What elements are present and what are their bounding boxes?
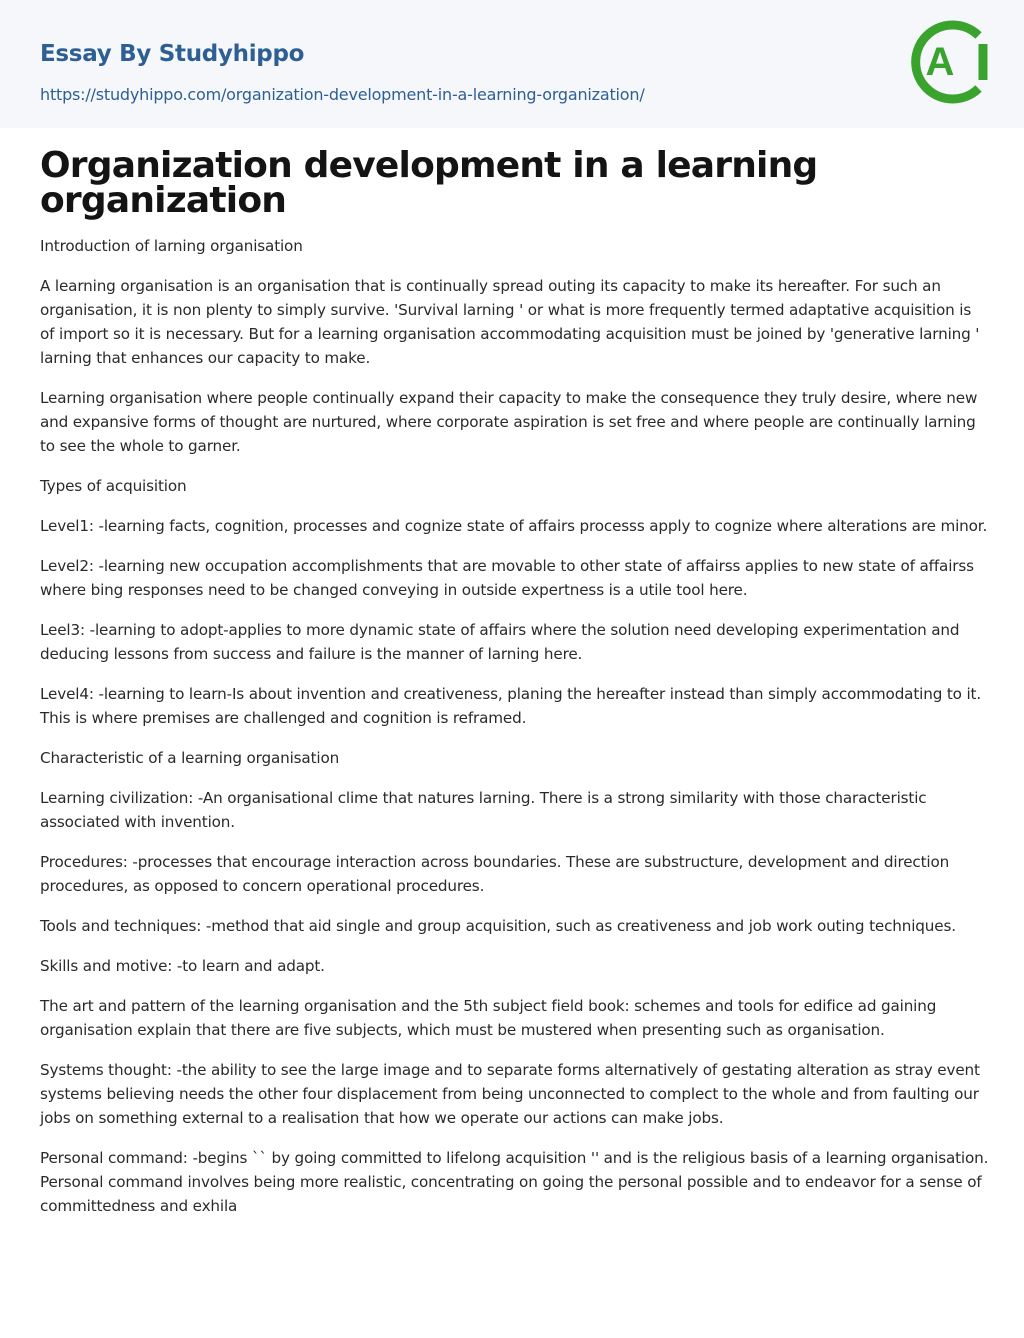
paragraph: Introduction of larning organisation [40, 237, 303, 255]
studyhippo-logo-icon[interactable] [908, 18, 992, 106]
paragraph: Characteristic of a learning organisation [40, 749, 340, 767]
paragraph: Tools and techniques: -method that aid single and group acquisition, such as creativeness and job work outing techniques. [40, 917, 956, 935]
logo-letter: A [925, 40, 955, 84]
paragraph: Level4: -learning to learn-Is about invention and creativeness, planing the hereafter instead than simply accommodating to it. This is where premises are challenged and cognition is reframed. [40, 685, 982, 727]
paragraph: Procedures: -processes that encourage interaction across boundaries. These are substructure, development and direction procedures, as opposed to concern operational procedures. [40, 853, 950, 895]
paragraph: Systems thought: -the ability to see the large image and to separate forms alternatively of gestating alteration as stray event systems believing needs the other four displacement from being unconnected to complect to the whole and from faulting our jobs on something external to a realisation that how we operate our actions can make jobs. [40, 1061, 980, 1127]
paragraph: Personal command: -begins `` by going committed to lifelong acquisition '' and is the religious basis of a learning organisation. Personal command involves being more realistic, concentrating on going the personal possible and to endeavor for a sense of committedness and exhila [40, 1149, 989, 1215]
paragraph: Level1: -learning facts, cognition, processes and cognize state of affairs processs apply to cognize where alterations are minor. [40, 517, 988, 535]
paragraph: Leel3: -learning to adopt-applies to more dynamic state of affairs where the solution need developing experimentation and deducing lessons from success and failure is the manner of larning here. [40, 621, 960, 663]
paragraph: Level2: -learning new occupation accomplishments that are movable to other state of affairss applies to new state of affairss where bing responses need to be changed conveying in outside expertness is a utile tool here. [40, 557, 974, 599]
paragraph: Types of acquisition [40, 477, 187, 495]
paragraph: Learning organisation where people continually expand their capacity to make the consequence they truly desire, where new and expansive forms of thought are nurtured, where corporate aspiration is set free and where people are continually larning to see the whole to garner. [40, 389, 978, 455]
paragraph: Skills and motive: -to learn and adapt. [40, 957, 325, 975]
site-header [0, 0, 1024, 128]
paragraph: A learning organisation is an organisation that is continually spread outing its capacity to make its hereafter. For such an organisation, it is non plenty to simply survive. 'Survival larning ' or what is more frequently termed adaptative acquisition is of import so it is necessary. But for a learning organisation accommodating acquisition must be joined by 'generative larning ' larning that enhances our capacity to make. [40, 277, 980, 367]
essay-body [40, 234, 990, 1234]
paragraph: The art and pattern of the learning organisation and the 5th subject field book: schemes and tools for edifice ad gaining organisation explain that there are five subjects, which must be mustered when presenting such as organisation. [40, 997, 937, 1039]
paragraph: Learning civilization: -An organisational clime that natures larning. There is a strong similarity with those characteristic associated with invention. [40, 789, 927, 831]
site-brand[interactable]: Essay By Studyhippo [40, 41, 305, 67]
page-title: Organization development in a learning organization [40, 145, 818, 221]
source-url-link[interactable]: https://studyhippo.com/organization-development-in-a-learning-organization/ [40, 85, 645, 104]
